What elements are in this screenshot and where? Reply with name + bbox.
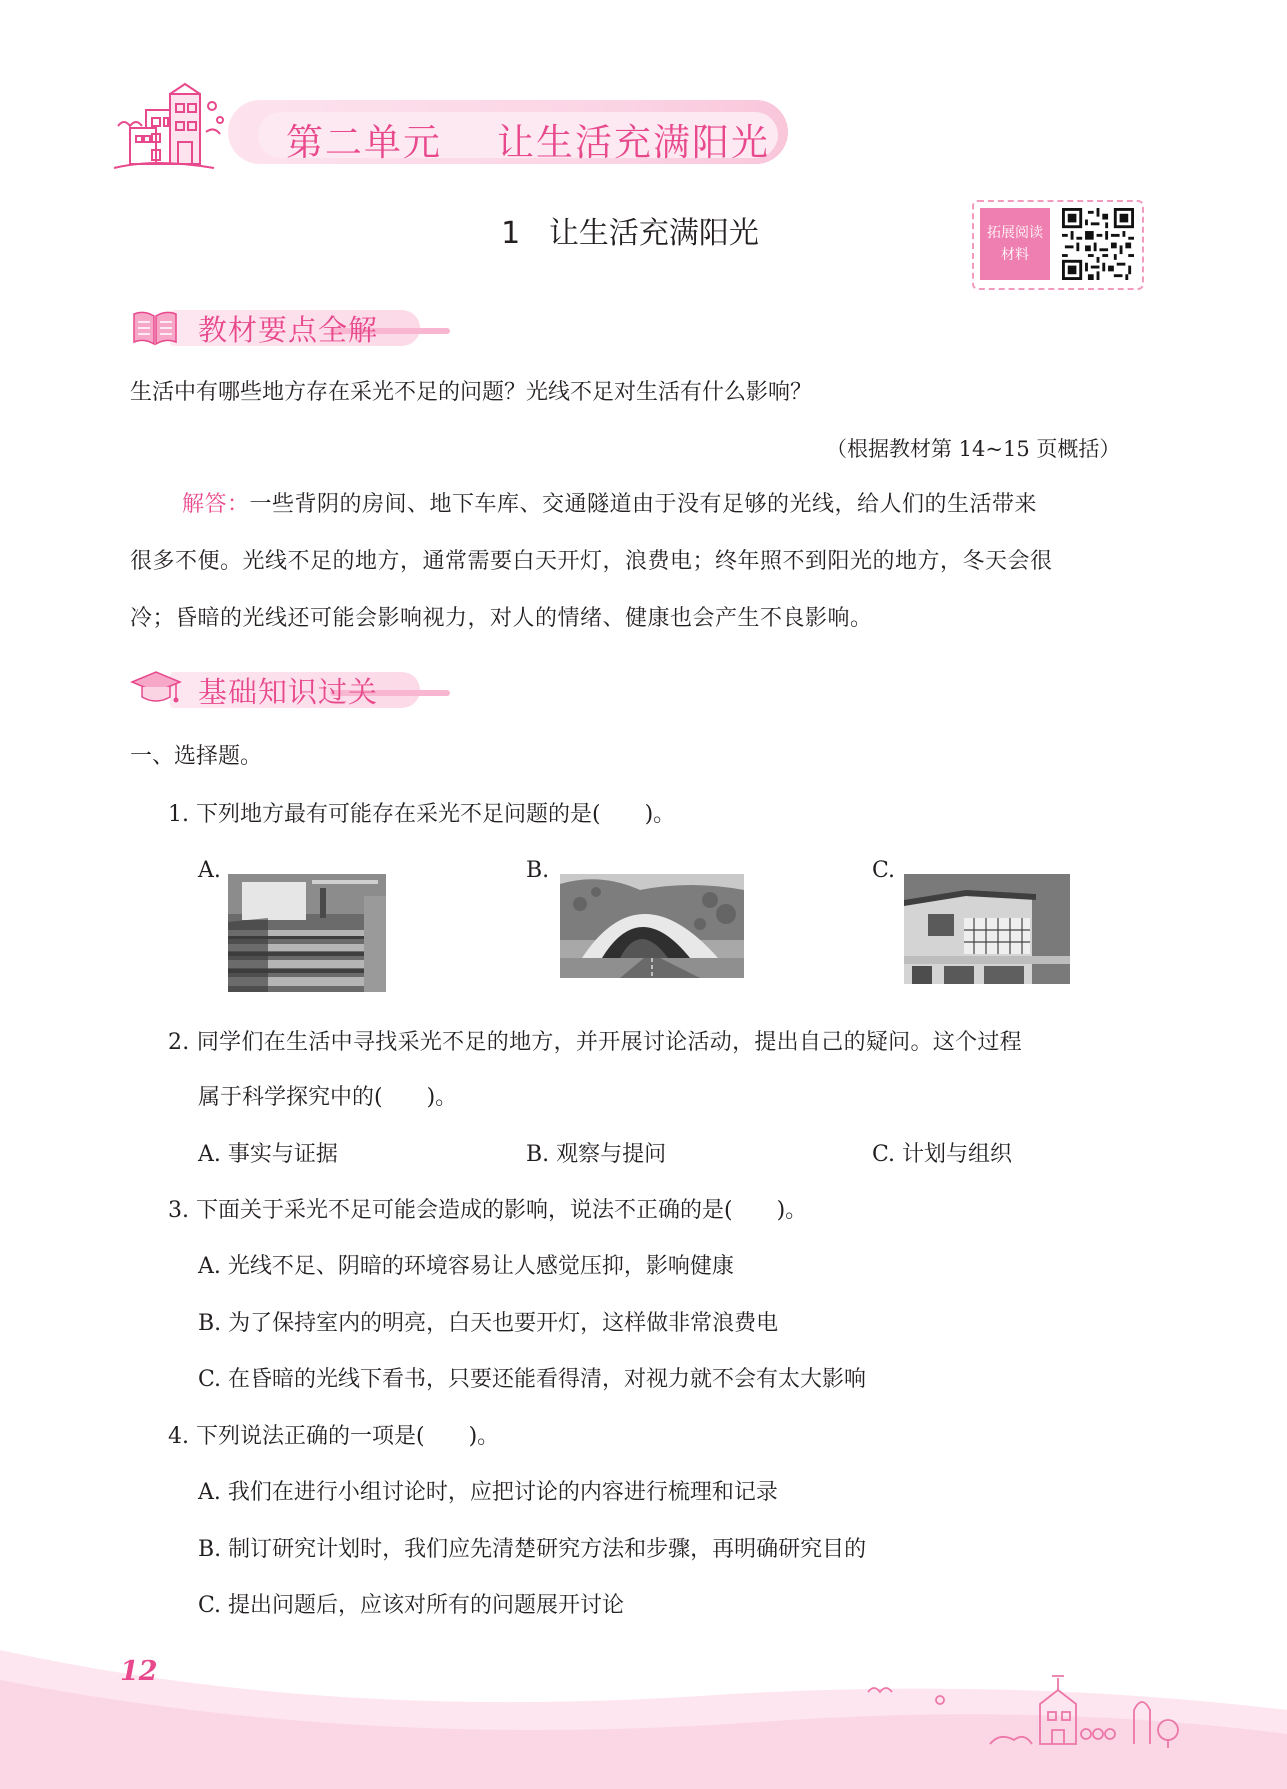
q1-stem: 1. 下列地方最有可能存在采光不足问题的是( )。 <box>168 802 676 827</box>
lesson-title: 1 让生活充满阳光 <box>501 216 759 251</box>
q3-option-c: C. 在昏暗的光线下看书，只要还能看得清，对视力就不会有太大影响 <box>198 1367 867 1392</box>
q2-stem-line-2: 属于科学探究中的( )。 <box>198 1085 458 1110</box>
qr-code-icon[interactable] <box>1062 208 1134 280</box>
building-illustration-icon <box>108 80 248 180</box>
q3-option-b: B. 为了保持室内的明亮，白天也要开灯，这样做非常浪费电 <box>198 1311 779 1336</box>
answer-line-2: 很多不便。光线不足的地方，通常需要白天开灯，浪费电；终年照不到阳光的地方，冬天会很 <box>130 549 1053 574</box>
unit-banner <box>108 80 798 180</box>
qr-extension-reading[interactable] <box>972 200 1144 290</box>
section-header-key-points <box>130 298 450 356</box>
q4-stem: 4. 下列说法正确的一项是( )。 <box>168 1424 500 1449</box>
q2-stem-line-1: 2. 同学们在生活中寻找采光不足的地方，并开展讨论活动，提出自己的疑问。这个过程 <box>168 1030 1022 1055</box>
lecture-hall-photo <box>228 874 386 992</box>
house-photo <box>904 874 1070 984</box>
q1-option-a-label: A. <box>198 858 221 883</box>
q4-option-c: C. 提出问题后，应该对所有的问题展开讨论 <box>198 1593 625 1618</box>
open-book-icon <box>130 306 180 346</box>
qr-badge <box>980 208 1050 280</box>
section-title-key-points: 教材要点全解 <box>198 313 379 347</box>
q2-option-a: A. 事实与证据 <box>198 1142 338 1167</box>
qr-badge-line1: 拓展阅读 <box>987 225 1043 241</box>
question-text: 生活中有哪些地方存在采光不足的问题？光线不足对生活有什么影响？ <box>130 380 813 405</box>
graduation-cap-icon <box>130 666 182 710</box>
q2-option-c: C. 计划与组织 <box>872 1142 1013 1167</box>
q1-option-c-label: C. <box>872 858 896 883</box>
section-title-basics: 基础知识过关 <box>198 675 379 709</box>
qr-badge-line2: 材料 <box>1001 247 1029 263</box>
footer-wave-decoration <box>0 1610 1287 1789</box>
answer-text-1: 一些背阴的房间、地下车库、交通隧道由于没有足够的光线，给人们的生活带来 <box>249 492 1038 517</box>
q3-option-a: A. 光线不足、阴暗的环境容易让人感觉压抑，影响健康 <box>198 1254 734 1279</box>
answer-line-1 <box>182 490 1037 520</box>
tunnel-photo <box>560 874 744 978</box>
answer-label: 解答： <box>182 492 250 517</box>
q3-stem: 3. 下面关于采光不足可能会造成的影响，说法不正确的是( )。 <box>168 1198 808 1223</box>
q4-option-b: B. 制订研究计划时，我们应先清楚研究方法和步骤，再明确研究目的 <box>198 1537 867 1562</box>
unit-title: 第二单元 让生活充满阳光 <box>286 121 771 164</box>
answer-line-3: 冷；昏暗的光线还可能会影响视力，对人的情绪、健康也会产生不良影响。 <box>130 606 873 631</box>
q2-option-b: B. 观察与提问 <box>526 1142 667 1167</box>
page-number: 12 <box>120 1656 158 1687</box>
q1-option-b-label: B. <box>526 858 550 883</box>
part-title-choice: 一、选择题。 <box>130 744 263 769</box>
section-header-basics <box>130 660 450 718</box>
source-note: （根据教材第 14~15 页概括） <box>826 437 1121 461</box>
q4-option-a: A. 我们在进行小组讨论时，应把讨论的内容进行梳理和记录 <box>198 1480 778 1505</box>
